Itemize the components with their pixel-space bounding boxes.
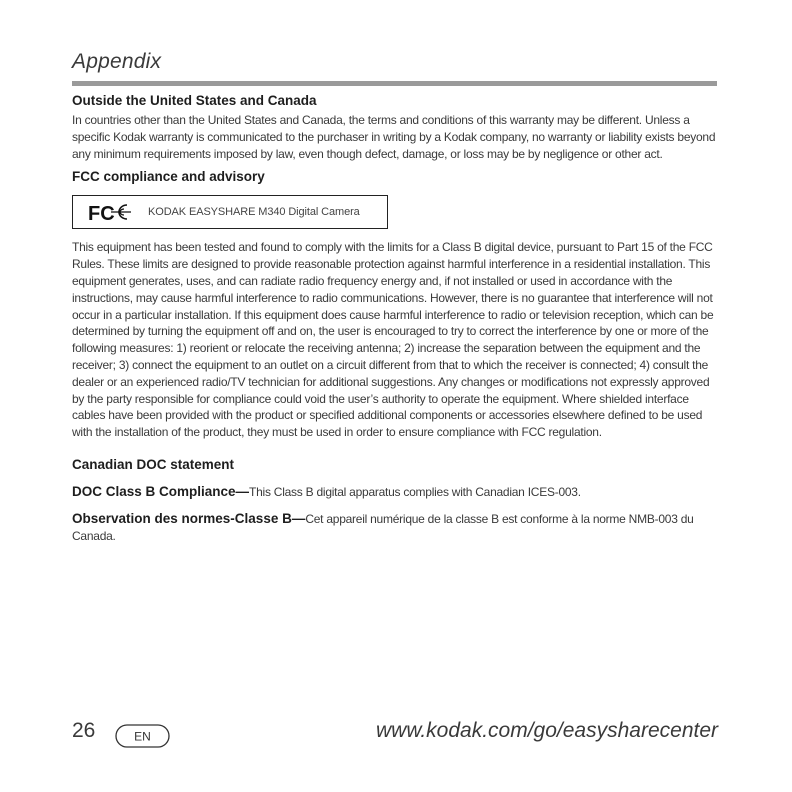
fcc-product-name: KODAK EASYSHARE M340 Digital Camera <box>148 206 360 219</box>
doc-observation-lead: Observation des normes-Classe B— <box>72 510 306 526</box>
doc-class-b-lead: DOC Class B Compliance— <box>72 483 250 499</box>
language-badge-text: EN <box>134 729 151 744</box>
doc-observation-text: Cet appareil numérique de la classe B est conforme à la norme NMB-003 du Canada. <box>72 511 694 543</box>
fcc-label-box <box>72 195 388 229</box>
section-title: Appendix <box>72 50 162 73</box>
page-number: 26 <box>72 719 96 742</box>
outside-us-heading: Outside the United States and Canada <box>72 93 317 108</box>
doc-observation-paragraph <box>72 511 717 545</box>
fcc-paragraph: This equipment has been tested and found to comply with the limits for a Class B digital device, pursuant to Part 15 of the FCC Rules. These limits are designed to provide reasonable protection against harmful interference in a residential installation. This equipment generates, uses, and can radiate radio frequency energy and, if not installed or used in accordance with the instructions, may cause harmful interference to radio communications. However, there is no guarantee that interference will not occur in a particular installation. If this equipment does cause harmful interference to radio or television reception, which can be determined by turning the equipment off and on, the user is encouraged to try to correct the interference by one or more of the following measures: 1) reorient or relocate the receiving antenna; 2) increase the separation between the equipment and the receiver; 3) connect the equipment to an outlet on a circuit different from that to which the receiver is connected; 4) consult the dealer or an experienced radio/TV technician for additional suggestions. Any changes or modifications not expressly approved by the party responsible for compliance could void the user’s authority to operate the equipment. Where shielded interface cables have been provided with the product or specified additional components or accessories elsewhere defined to be used with the installation of the product, they must be used in order to ensure compliance with FCC regulation. <box>72 240 714 440</box>
language-badge-icon <box>115 724 170 748</box>
doc-class-b-paragraph <box>72 484 717 501</box>
page-content <box>72 92 717 544</box>
fcc-logo-text: FC <box>88 203 115 224</box>
fcc-logo-icon <box>87 201 137 223</box>
footer-url: www.kodak.com/go/easysharecenter <box>376 719 718 742</box>
doc-heading: Canadian DOC statement <box>72 456 235 472</box>
doc-class-b-text: This Class B digital apparatus complies with Canadian ICES-003. <box>249 484 581 499</box>
header-rule <box>72 81 717 86</box>
outside-us-paragraph: In countries other than the United States and Canada, the terms and conditions of this warranty may be different. Unless a specific Kodak warranty is communicated to the purchaser in writing by a Kodak company, no warranty or liability exists beyond any minimum requirements imposed by law, even though defect, damage, or loss may be by negligence or other act. <box>72 113 716 161</box>
fcc-heading: FCC compliance and advisory <box>72 169 265 185</box>
